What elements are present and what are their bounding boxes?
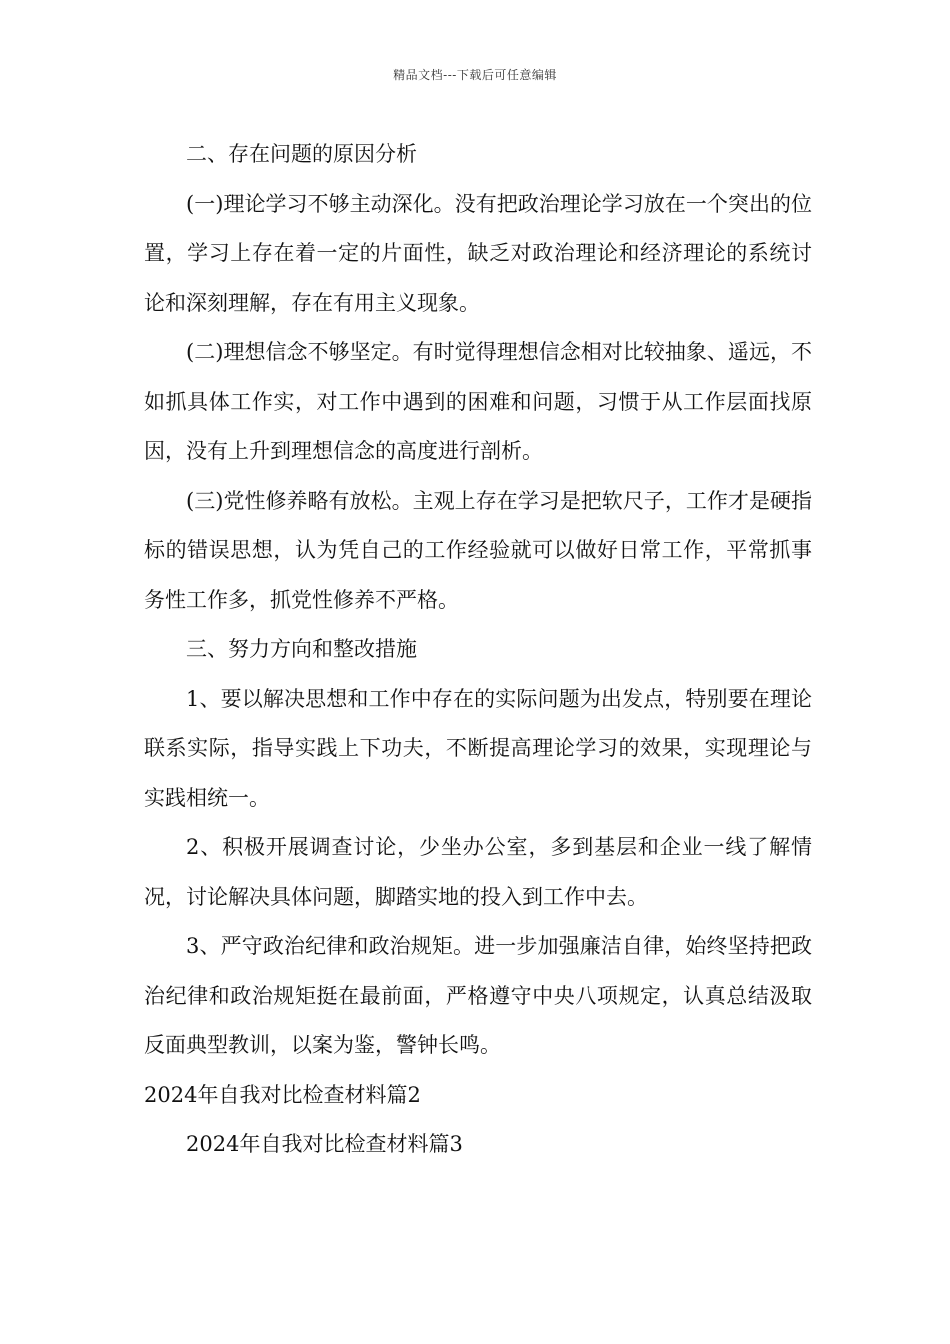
- body-paragraph: (二)理想信念不够坚定。有时觉得理想信念相对比较抽象、遥远，不如抓具体工作实，对工作中遇到的困难和问题，习惯于从工作层面找原因，没有上升到理想信念的高度进行剖析。: [144, 340, 812, 463]
- document-body: [144, 130, 812, 1170]
- article-title: 2024年自我对比检查材料篇2: [144, 1082, 421, 1107]
- body-paragraph: (一)理论学习不够主动深化。没有把政治理论学习放在一个突出的位置，学习上存在着一定的片面性，缺乏对政治理论和经济理论的系统讨论和深刻理解，存在有用主义现象。: [144, 191, 812, 315]
- body-paragraph: 3、严守政治纪律和政治规矩。进一步加强廉洁自律，始终坚持把政治纪律和政治规矩挺在最前面，严格遵守中央八项规定，认真总结汲取反面典型教训，以案为鉴，警钟长鸣。: [144, 934, 812, 1057]
- article-title: 2024年自我对比检查材料篇3: [186, 1132, 463, 1156]
- section-heading: 三、努力方向和整改措施: [186, 637, 417, 661]
- page-header: 精品文档---下载后可任意编辑: [393, 68, 557, 82]
- body-paragraph: (三)党性修养略有放松。主观上存在学习是把软尺子，工作才是硬指标的错误思想，认为凭自己的工作经验就可以做好日常工作，平常抓事务性工作多，抓党性修养不严格。: [144, 488, 812, 612]
- body-paragraph: 2、积极开展调查讨论，少坐办公室，多到基层和企业一线了解情况，讨论解决具体问题，脚踏实地的投入到工作中去。: [144, 835, 812, 909]
- section-heading: 二、存在问题的原因分析: [186, 142, 417, 166]
- body-paragraph: 1、要以解决思想和工作中存在的实际问题为出发点，特别要在理论联系实际，指导实践上下功夫，不断提高理论学习的效果，实现理论与实践相统一。: [144, 686, 812, 810]
